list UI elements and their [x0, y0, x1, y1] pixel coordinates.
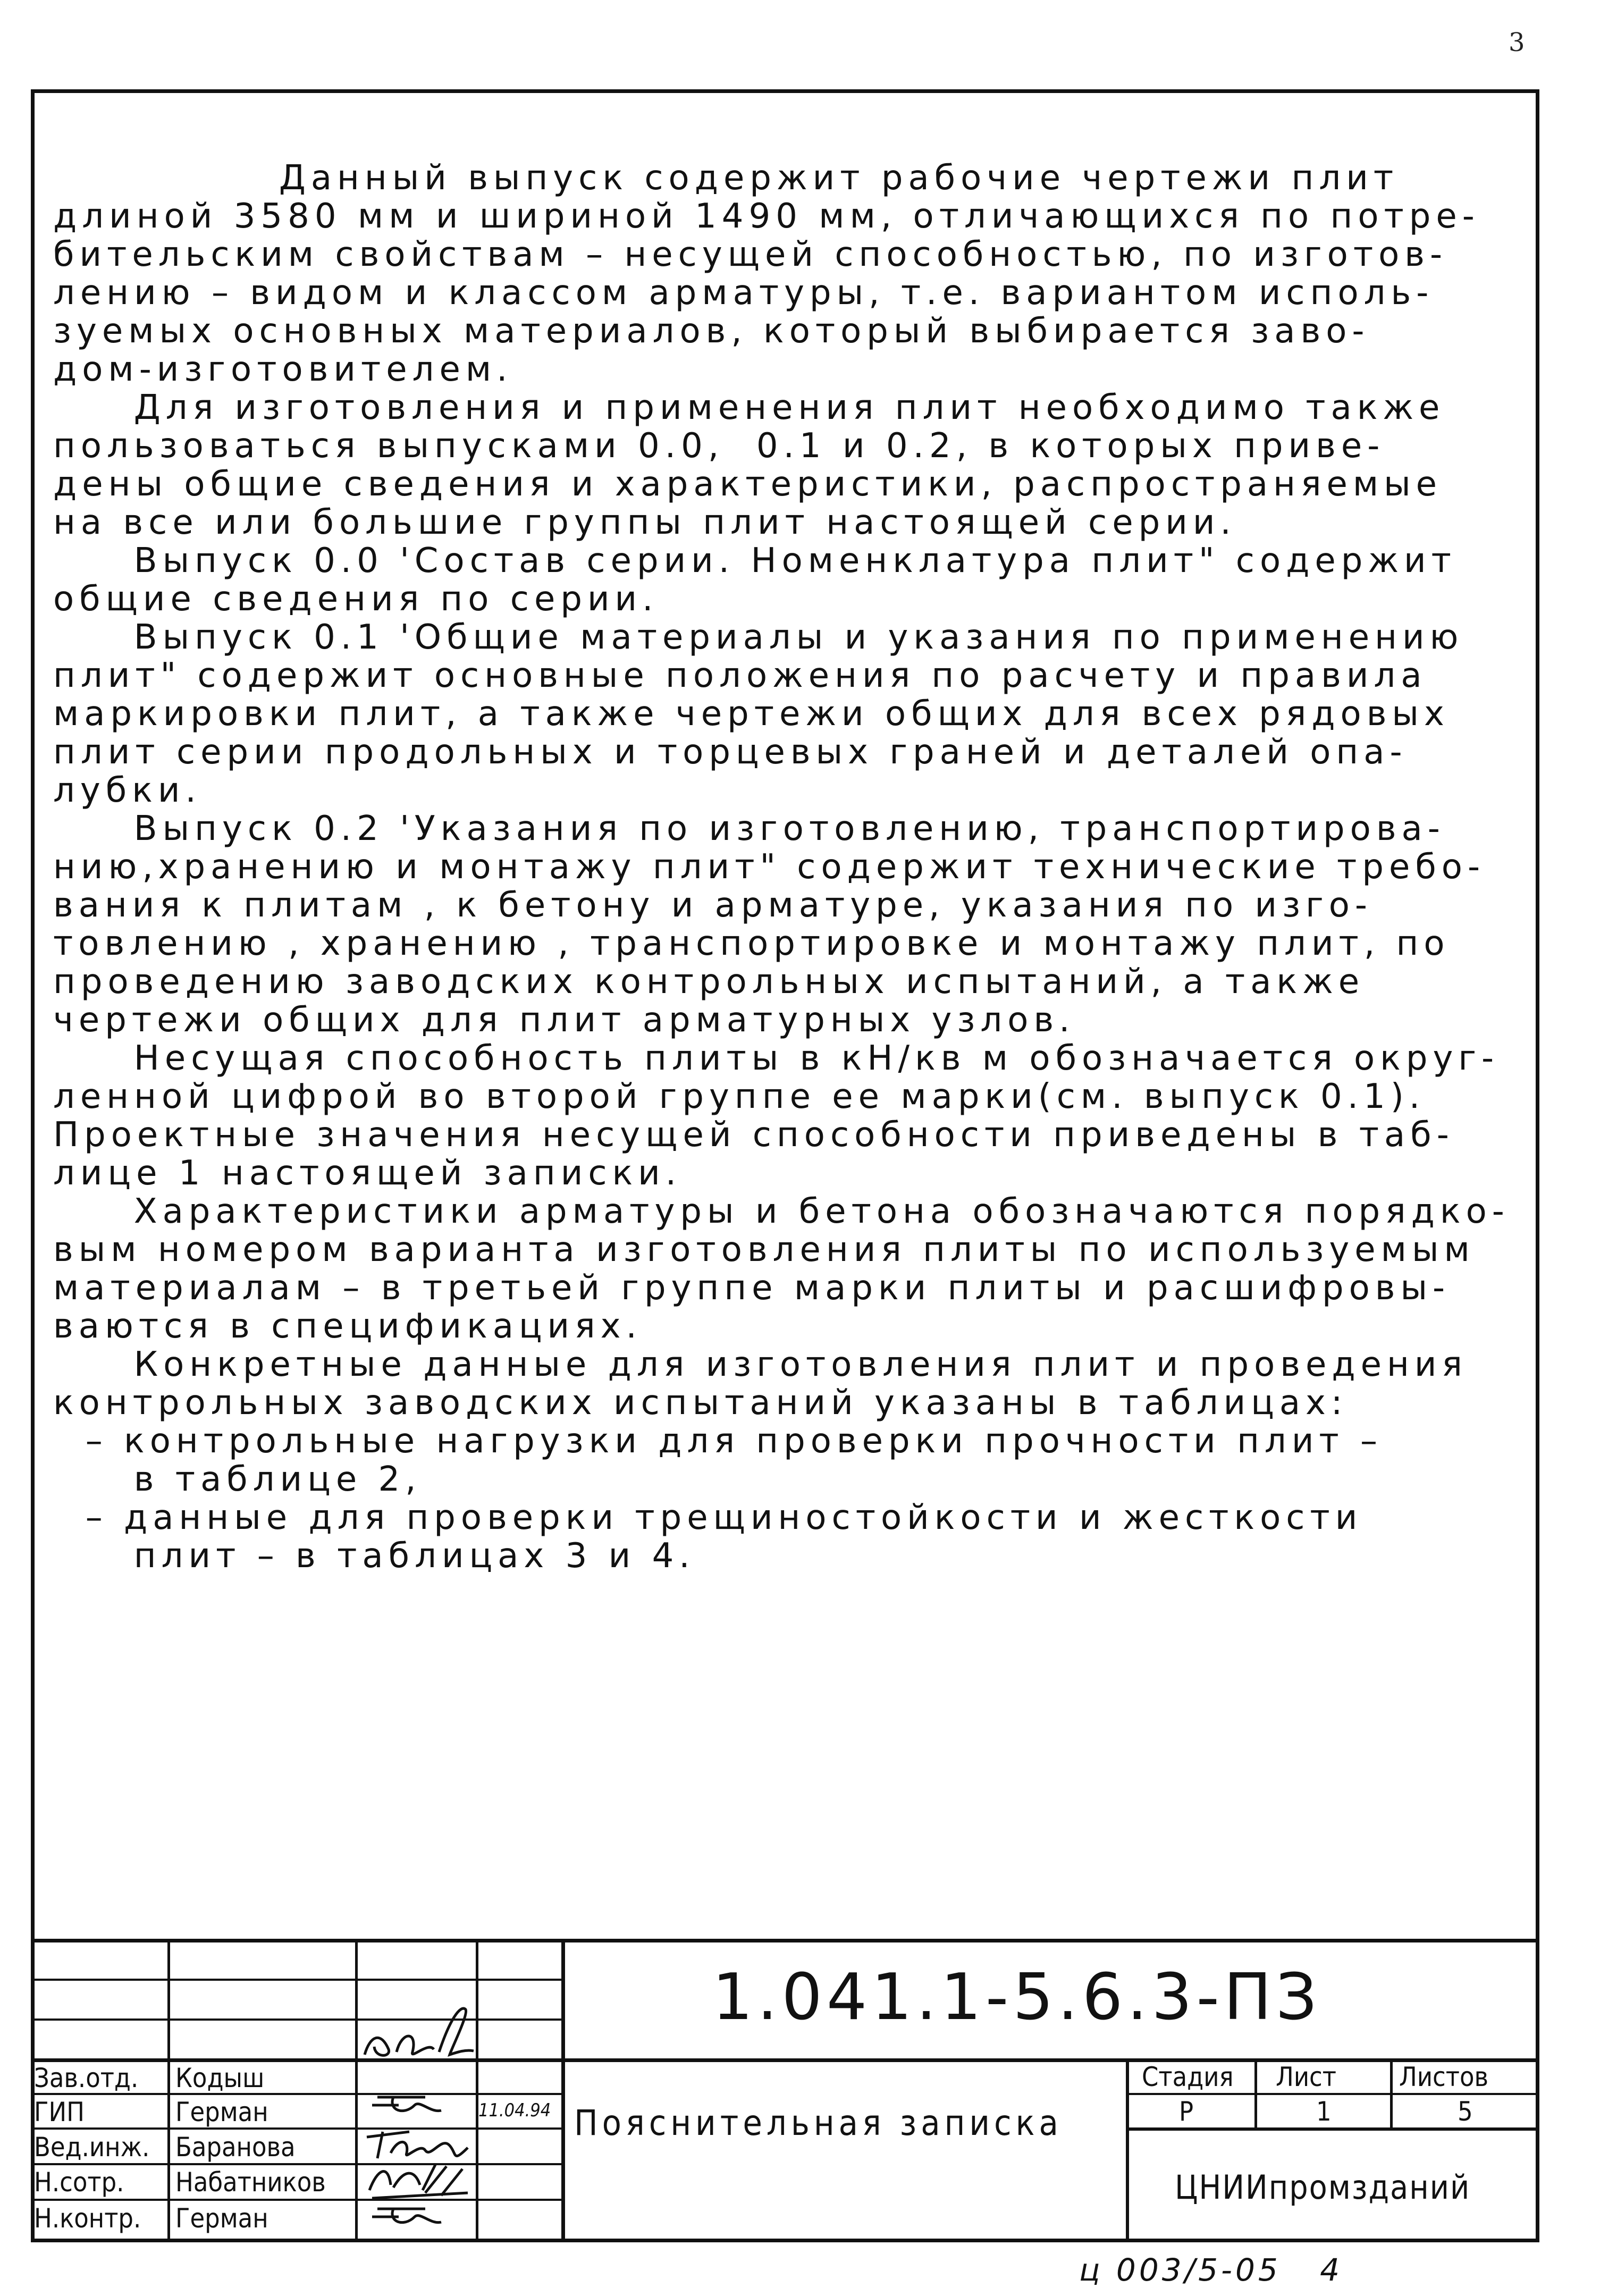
- title-block-rule: [561, 1939, 565, 2242]
- page-number: 3: [1509, 28, 1525, 57]
- text-line: плит серии продольных и торцевых граней и деталей опа-: [53, 733, 1408, 772]
- text-line: товлению , хранению , транспортировке и монтажу плит, по: [53, 924, 1450, 963]
- sheets-value: 5: [1458, 2096, 1473, 2127]
- name-lead-engineer: Баранова: [175, 2132, 296, 2163]
- title-block-rule: [31, 2127, 562, 2130]
- name-norm-control: Герман: [175, 2203, 268, 2234]
- text-line: Характеристики арматуры и бетона обозначаются порядко-: [53, 1192, 1510, 1231]
- text-line: длиной 3580 мм и шириной 1490 мм, отличающихся по потре-: [53, 197, 1480, 236]
- text-line: материалам – в третьей группе марки плиты и расшифровы-: [53, 1268, 1451, 1308]
- text-line: проведению заводских контрольных испытаний, а также: [53, 962, 1365, 1002]
- text-line: плит – в таблицах 3 и 4.: [53, 1536, 695, 1576]
- role-lead-engineer: Вед.инж.: [34, 2132, 150, 2163]
- text-line: зуемых основных материалов, который выбирается заво-: [53, 312, 1370, 351]
- text-line: вым номером варианта изготовления плиты по используемым: [53, 1230, 1475, 1269]
- text-line: лению – видом и классом арматуры, т.е. вариантом исполь-: [53, 273, 1434, 313]
- text-line: Выпуск 0.1 'Общие материалы и указания по применению: [53, 618, 1464, 657]
- role-head-of-department: Зав.отд.: [34, 2063, 139, 2093]
- role-norm-control: Н.контр.: [34, 2203, 141, 2234]
- title-block-rule: [31, 1979, 562, 1981]
- text-line: маркировки плит, а также чертежи общих для всех рядовых: [53, 694, 1450, 734]
- stage-value: Р: [1179, 2096, 1194, 2127]
- text-line: ленной цифрой во второй группе ее марки(см. выпуск 0.1).: [53, 1077, 1426, 1116]
- signature-head-of-department: [359, 1999, 482, 2063]
- text-line: бительским свойствам – несущей способностью, по изготов-: [53, 235, 1448, 274]
- text-line: Данный выпуск содержит рабочие чертежи плит: [53, 158, 1399, 198]
- sheet-label: Лист: [1276, 2062, 1336, 2092]
- approval-date: 11.04.94: [478, 2100, 551, 2121]
- document-title: Пояснительная записка: [574, 2102, 1063, 2143]
- text-line: лице 1 настоящей записки.: [53, 1154, 682, 1193]
- text-line: Выпуск 0.2 'Указания по изготовлению, транспортирова-: [53, 809, 1445, 848]
- text-line: дены общие сведения и характеристики, распространяемые: [53, 465, 1443, 504]
- text-line: Конкретные данные для изготовления плит и проведения: [53, 1345, 1468, 1384]
- role-researcher: Н.сотр.: [34, 2167, 124, 2198]
- title-block-rule: [1126, 2058, 1129, 2242]
- archive-number: ц 003/5-05 4: [1079, 2252, 1343, 2288]
- text-line: общие сведения по серии.: [53, 579, 659, 619]
- text-line: чертежи общих для плит арматурных узлов.: [53, 1000, 1075, 1040]
- text-line: Несущая способность плиты в кН/кв м обозначается округ-: [53, 1039, 1500, 1078]
- organization-name: ЦНИИпромзданий: [1175, 2168, 1471, 2207]
- signature-norm-control: [367, 2201, 462, 2238]
- sheet-value: 1: [1316, 2096, 1332, 2127]
- document-code: 1.041.1-5.6.3-ПЗ: [712, 1961, 1321, 2034]
- stage-label: Стадия: [1142, 2062, 1234, 2092]
- title-block-rule: [1126, 2093, 1539, 2095]
- name-head-of-department: Кодыш: [175, 2063, 265, 2093]
- text-line: дом-изготовителем.: [53, 350, 513, 389]
- text-line: Проектные значения несущей способности приведены в таб-: [53, 1115, 1454, 1155]
- title-block-rule: [355, 1939, 358, 2242]
- text-line: плит" содержит основные положения по расчету и правила: [53, 656, 1427, 695]
- text-line: – данные для проверки трещиностойкости и жесткости: [53, 1498, 1363, 1537]
- text-line: пользоваться выпусками 0.0, 0.1 и 0.2, в которых приве-: [53, 426, 1385, 466]
- text-line: лубки.: [53, 771, 201, 810]
- text-line: нию,хранению и монтажу плит" содержит технические требо-: [53, 847, 1486, 887]
- text-line: контрольных заводских испытаний указаны в таблицах:: [53, 1383, 1348, 1423]
- sheets-label: Листов: [1399, 2062, 1489, 2092]
- title-block-rule: [167, 1939, 170, 2242]
- signature-researcher: [361, 2153, 484, 2206]
- title-block-rule: [1390, 2058, 1393, 2130]
- role-chief-engineer: ГИП: [34, 2097, 85, 2127]
- text-line: ваются в спецификациях.: [53, 1307, 642, 1346]
- text-line: на все или большие группы плит настоящей серии.: [53, 503, 1236, 542]
- title-block-rule: [31, 2019, 562, 2021]
- name-chief-engineer: Герман: [175, 2097, 268, 2127]
- text-line: Выпуск 0.0 'Состав серии. Номенклатура плит" содержит: [53, 541, 1456, 581]
- text-line: Для изготовления и применения плит необходимо также: [53, 388, 1445, 427]
- title-block-rule: [1254, 2058, 1257, 2130]
- title-block-border-top: [31, 1939, 1539, 1942]
- title-block-rule: [1126, 2127, 1539, 2131]
- text-line: вания к плитам , к бетону и арматуре, указания по изго-: [53, 886, 1372, 925]
- text-line: – контрольные нагрузки для проверки прочности плит –: [53, 1422, 1383, 1461]
- text-line: в таблице 2,: [53, 1460, 422, 1499]
- name-researcher: Набатников: [175, 2167, 326, 2198]
